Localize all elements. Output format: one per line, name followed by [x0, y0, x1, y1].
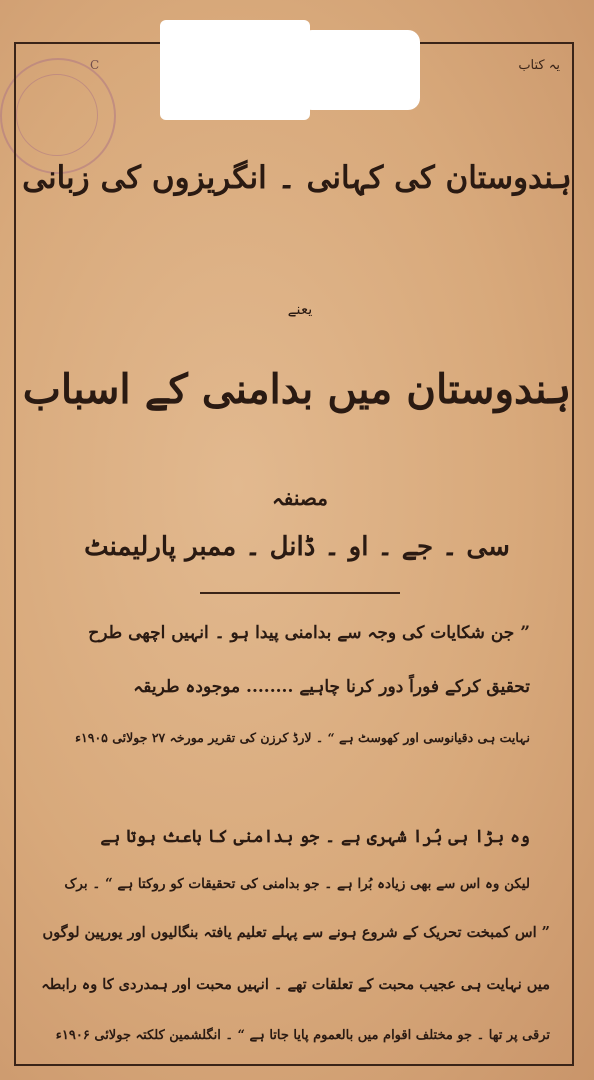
quote-line: ” جن شکایات کی وجہ سے بدامنی پیدا ہو ۔ انہیں اچھی طرح: [88, 623, 530, 643]
closing-quote-line: میں نہایت ہی عجیب محبت کے تعلقات تھے ۔ انہیں محبت اور ہمدردی کا وہ رابطہ: [41, 976, 550, 993]
author-label: مصنفہ: [272, 486, 328, 510]
subtitle-connector: یعنے: [287, 300, 313, 318]
main-title: ہندوستان میں بدامنی کے اسباب: [22, 365, 572, 413]
burke-quote-line: وہ بڑا ہی بُرا شہری ہے ۔ جو بدامنی کا باعث ہوتا ہے: [100, 827, 530, 847]
quote-line: نہایت ہی دقیانوسی اور کھوسٹ ہے “ ۔ لارڈ کرزن کی تقریر مورخہ ۲۷ جولائی ۱۹۰۵ء: [75, 730, 530, 745]
divider: [200, 592, 400, 594]
title: ہندوستان کی کہانی ۔ انگریزوں کی زبانی: [22, 160, 572, 196]
closing-quote-line: ترقی پر تھا ۔ جو مختلف اقوام میں بالعموم پایا جاتا ہے “ ۔ انگلشمین کلکتہ جولائی ۱۹۰۶ء: [55, 1028, 550, 1043]
closing-quote-line: ” اس کمبخت تحریک کے شروع ہونے سے پہلے تعلیم یافتہ بنگالیوں اور یورپین لوگوں: [42, 924, 550, 941]
author-name: سی ۔ جے ۔ او ۔ ڈانل ۔ ممبر پارلیمنٹ: [84, 532, 510, 562]
burke-quote-line: لیکن وہ اس سے بھی زیادہ بُرا ہے ۔ جو بدامنی کی تحقیقات کو روکتا ہے “ ۔ برک: [64, 876, 530, 892]
redacted-area: [160, 20, 310, 120]
owner-note: یہ کتاب: [518, 58, 560, 73]
owner-signature: C: [90, 58, 100, 72]
redacted-area-2: [300, 30, 420, 110]
quote-line: تحقیق کرکے فوراً دور کرنا چاہیے ........ موجودہ طریقہ: [133, 677, 530, 697]
